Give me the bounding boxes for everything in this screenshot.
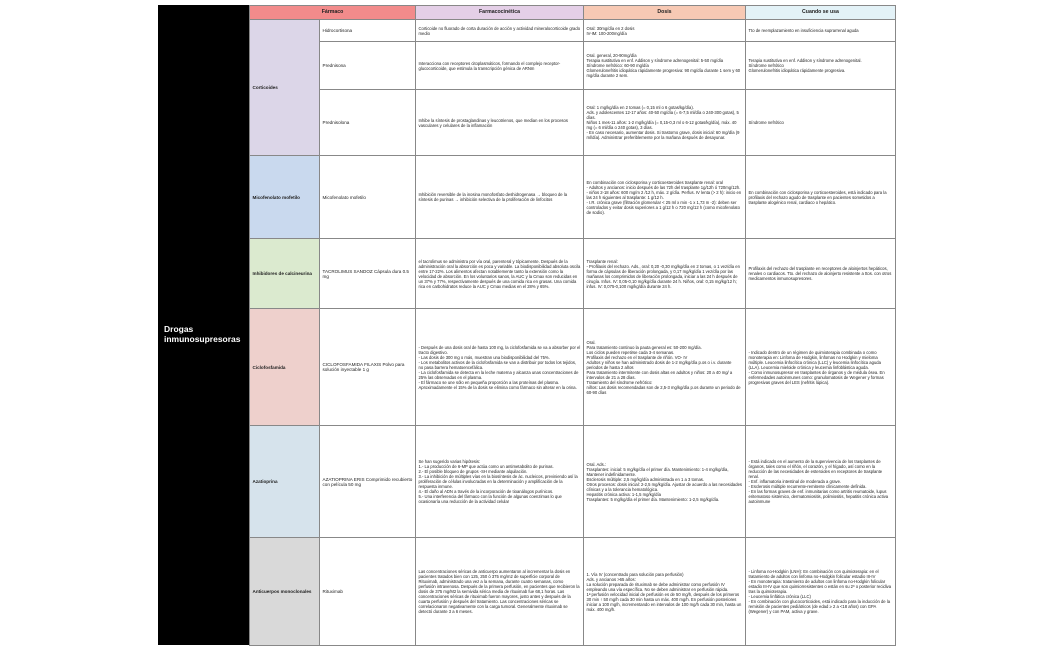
dosis-cell: Oral. Para tratamiento continuo la pauta general es: 50-200 mg/día. Los ciclos pueden repetirse cada 3-4 semanas. Profilaxis del rechazo en el trasplante de riñón. VO- IV Adultos y niños se han administrado dosis de 1-2 mg/kg/día p.os o i.v. durante periodos de hasta 2 años Para tratamiento intermitente con dosis altas en adultos y niños: 20 a 40 mg/ a intervalos de 21 a 28 días. Tratamiento del síndrome nefrótico: niños: Las dosis recomendadas son de 2,5-3 mg/kg/día p.os durante un periodo de 60-90 días <box>584 309 746 426</box>
family-cell: Azatioprina <box>250 426 320 538</box>
drug-name: Rituximab <box>320 538 416 646</box>
farmacocinetica-cell: - Después de una dosis oral de hasta 100 mg, la ciclofosfamida se va a absorber por el tracto digestivo. - Las dosis de 300 mg o más, muestran una biodisponibilidad del 75%. - Los metabolitos activos de la ciclofosfamida se van a distribuir por todos los tejidos, no pasa barrera hematoencefálica. - La ciclofosfamida se detecta en la leche materna y alcanza unas concentraciones de 25% las observadas en el plasma. - El fármaco se une sólo en pequeña proporción a las proteínas del plasma. Aproximadamente el 15% de la dosis se elimina como fármaco sin alterar en la orina. <box>416 309 584 426</box>
drug-name: Prednisona <box>320 42 416 90</box>
table-row <box>250 538 896 646</box>
header-row <box>250 6 896 20</box>
drug-name: CICLOFOSFAMIDA FILAXIS Polvo para solución inyectable 1 g <box>320 309 416 426</box>
table-row <box>250 426 896 538</box>
table-row <box>250 309 896 426</box>
uso-cell: Profilaxis del rechazo del trasplante en receptores de aloinjertos hepáticos, renales o cardiacos. Tto. del rechazo de aloinjerto resistente a ttos. con otros medicamentos inmunosupresores. <box>746 239 896 309</box>
farmacocinetica-cell: Corticoide no fluorado de corta duración de acción y actividad mineralocorticoide grado medio <box>416 20 584 42</box>
dosis-cell: 1. Vía IV (concentrado para solución para perfusión) Ads. y ancianos >65 años: La solución preparada de rituximab se debe administrar como perfusión IV empleando una vía específica. No se deben administrar en perfusión rápida. 1ª perfusión velocidad inicial de perfusión es de 50 mg/h, después de los primeros 30 min ↑ 50 mg/h cada 30 min hasta un máx. 400 mg/h. En perfusión posteriores iniciar a 100 mg/h, incrementando en intervalos de 100 mg/h cada 30 min, hasta un máx. 400 mg/h. <box>584 538 746 646</box>
header-farmaco: Fármaco <box>250 6 416 20</box>
dosis-cell: Oral: 30mg/día en 2 dosis IV-IM: 100-200mg/día <box>584 20 746 42</box>
table-row <box>250 90 896 156</box>
farmacocinetica-cell: Se han sugerido varias hipótesis: 1.- La producción de 6-MP que actúa como un antimetabolito de purinas. 2.- El posible bloqueo de grupos -SH mediante alquilación. 3.- La inhibición de múltiples vías en la biosíntesis de ác. nucleicos, previniendo así la proliferación de células involucradas en la determinación y amplificación de la respuesta inmune. 4.- El daño al ADN a través de la incorporación de tioanálogos purínicos. 5.- Una interferencia del fármaco con la función de algunas coenzimas lo que ocasionaría una reducción de la actividad celular <box>416 426 584 538</box>
drug-name: Micofenolato mofetilo <box>320 156 416 239</box>
uso-cell: - Linfoma no-Hodgkin (LNH): En combinación con quimioterapia: en el tratamiento de adultos con linfoma no-Hodgkin folicular estadio III-IV - En monoterapia: tratamiento de adultos con linfoma no-Hodgkin folicular estadio III-IV que son quimiorresistentes o están en su 2º o posterior recidiva tras la quimioterapia. - Leucemia linfática crónica (LLC) - En combinación con glucocorticoides, está indicado para la inducción de la remisión de pacientes pediátricos (de edad ≥ 2 a <18 años) con GPA (Wegener) y con PAM, activa y grave. <box>746 538 896 646</box>
farmacocinetica-cell: Interacciona con receptores citoplasmáticos, formando el complejo receptor-glucocorticoide, que estimula la transcripción génica de ARNm <box>416 42 584 90</box>
family-cell: Inhibidores de calcineurina <box>250 239 320 309</box>
uso-cell: - Indicado dentro de un régimen de quimioterapia combinada o como monoterapia en: Linfoma de Hodgkin, linfomas no Hodgkin y mieloma múltiple. Leucemia linfocítica crónica (LLC) y leucemia linfocítica aguda (LLA). Leucemia mieloide crónica y leucemia linfoblástica aguda. - Como inmunosupresor en trasplantes de órganos y de médula ósea. En enfermedades autoinmunes como: granulomatosis de Wegener y formas progresivas graves del LES (nefritis lúpica). <box>746 309 896 426</box>
family-cell: Corticoides <box>250 20 320 156</box>
table-row <box>250 156 896 239</box>
document-sheet <box>158 5 895 645</box>
dosis-cell: Oral. Ads.: Trasplantes: inicial: 5 mg/kg/día el primer día. Mantenimiento: 1-4 mg/kg/día, Mantener indefinidamente. Esclerosis múltiple: 2,5 mg/kg/día administrada en 1 a 3 tomas. Otros procesos: dosis inicial: 2-2,5 mg/kg/día. Ajustar de acuerdo a las necesidades clínicas y a la tolerancia hematológica. Hepatitis crónica activa: 1-1,5 mg/kg/día Trasplantes: 5 mg/kg/día el primer día. Mantenimiento: 1-2,5 mg/kg/día. <box>584 426 746 538</box>
farmacocinetica-cell: Las concentraciones séricas de anticuerpo aumentaron al incrementar la dosis en pacientes tratados bien con 125, 250 ó 375 mg/m2 de superficie corporal de Rituximab, administrado una vez a la semana, durante cuatro semanas, como perfusión intravenosa. Después de la primera perfusión, en pacientes que recibieron la dosis de 375 mg/M2 la semivida sérica media de rituximab fue 68,1 horas. Las concentraciones séricas de rituximab fueron mayores, justo antes y después de la cuarta perfusión y después del tratamiento. Las concentraciones séricas se correlacionaron negativamente con la carga tumoral. Generalmente rituximab se detectó durante 3 a 6 meses. <box>416 538 584 646</box>
drug-name: Prednisolona <box>320 90 416 156</box>
farmacocinetica-cell: Inhibe la síntesis de prostaglandinas y leucotrienos, que median en los procesos vasculares y celulares de la inflamación <box>416 90 584 156</box>
farmacocinetica-cell: el tacrolimus se administra por vía oral, parenteral y tópicamente. Después de la administración oral la absorción es poca y variable. La biodisponibilidad absoluta oscila entre 17-22%. Los alimentos afectan notablemente tanto la extensión como la velocidad de absorción. En los voluntarios sanos, la AUC y la Cmax son reducidas en un 37% y 77%, respectivamente después de una comida rica en grasas. Una comida rica en carbohidratos reduce la AUC y Cmax medias en el 28% y 65%. <box>416 239 584 309</box>
drug-name: AZATIOPRINA ERIS Comprimido recubierto con película 50 mg <box>320 426 416 538</box>
side-label-panel <box>158 5 249 645</box>
uso-cell: Síndrome nefrótico <box>746 90 896 156</box>
family-cell: Micofenolato mofetilo <box>250 156 320 239</box>
family-cell: Ciclofosfamida <box>250 309 320 426</box>
drug-name: TACROLIMUS SANDOZ Cápsula dura 0.5 mg <box>320 239 416 309</box>
header-dosis: Dosis <box>584 6 746 20</box>
uso-cell: Terapia sustitutiva en enf. Addison y síndrome adrenogenital. Síndrome nefrótico Glomerulonefritis idiopática rápidamente progresiva. <box>746 42 896 90</box>
header-farmacocinetica: Farmacocinética <box>416 6 584 20</box>
uso-cell: - Está indicado en el aumento de la supervivencia de los trasplantes de órganos, tales como el riñón, el corazón, y el hígado, así como en la reducción de las necesidades de esteroides en receptores de trasplante renal. - Enf. inflamatoria intestinal de moderada a grave. - Esclerosis múltiple recurrente-remitente clínicamente definida. - En las formas graves de enf. inmunitarias como artritis reumatoide, lupus eritematoso sistémico, dermatomiositis, polimiositis, hepatitis crónica activa autoinmune <box>746 426 896 538</box>
side-label: Drogas inmunosupresoras <box>164 324 241 344</box>
drug-name: Hidrocortisona <box>320 20 416 42</box>
dosis-cell: Oral. general, 20-90mg/día Terapia sustitutiva en enf. Addison y síndrome adrenogenital: 5-50 mg/día Síndrome nefrótico: 60-90 mg/día Glomerulonefritis idiopática rápidamente progresiva: 90 mg/día durante 1 sem y 60 mg/día durante 2 sem. <box>584 42 746 90</box>
drug-table <box>249 5 896 646</box>
header-uso: Cuando se usa <box>746 6 896 20</box>
uso-cell: Tto de reemplazamiento en insuficiencia suprarrenal aguda <box>746 20 896 42</box>
table-row <box>250 20 896 42</box>
dosis-cell: Oral: 1 mg/kg/día en 2 tomas (= 0,15 ml o 6 gotas/kg/día). Ads. y adolescentes 12-17 años: 40-50 mg/día (= 6-7,5 ml/día o 240-300 gotas), 5 días. Niños 1 mes-11 años: 1-2 mg/kg/día (= 0,15-0,3 ml o 6-12 gotas/kg/día), máx. 40 mg (= 6 ml/día o 240 gotas), 3 días. - En caso necesario, aumentar dosis. Si trastorno grave, dosis inicial: 60 mg/día (9 ml/día). Administrar preferiblemente por la mañana después de desayunar. <box>584 90 746 156</box>
table-row <box>250 42 896 90</box>
uso-cell: En combinación con ciclosporina y corticoesteroides, está indicado para la profilaxis del rechazo agudo de trasplante en pacientes sometidos a trasplante alogénico renal, cardiaco o hepático. <box>746 156 896 239</box>
table-row <box>250 239 896 309</box>
farmacocinetica-cell: Inhibición reversible de la inosina monofosfato deshidrogenasa → bloqueo de la síntesis de purinas → inhibición selectiva de la proliferación de linfocitos <box>416 156 584 239</box>
dosis-cell: Trasplante renal: - Profilaxis del rechazo. Ads., oral: 0,20 -0,30 mg/kg/día en 2 tomas, o 1 vez/día en forma de cápsulas de liberación prolongada, y 0,17 mg/kg/día 1 vez/día por las mañanas los comprimidos de liberación prolongada, iniciar a las 24 h después de cirugía. Infus. IV: 0,05-0,10 mg/kg/día durante 24 h. Niños, oral: 0,15 mg/kg/12 h; infus. IV: 0,075-0,100 mg/kg/día durante 24 h. <box>584 239 746 309</box>
family-cell: Anticuerpos monoclonales <box>250 538 320 646</box>
dosis-cell: En combinación con ciclosporina y corticoesteroides trasplante renal: oral - Adultos y ancianos: inicio después de las 72h del trasplante 1g/12h ó 720mg/12h. - niños 2-18 años: 600 mg/m 2 /12 h, máx. 2 g/día. Perfus. IV lenta (> 2 h): inicio en las 24 h siguientes al trasplante: 1 g/12 h. - I.R. crónica grave (filtración glomerular < 25 ml x min -1 x 1,73 m -2): deben ser controlados y evitar dosis superiores a 1 g/12 h o 720 mg/12 h (como micofenolato de sodio). <box>584 156 746 239</box>
